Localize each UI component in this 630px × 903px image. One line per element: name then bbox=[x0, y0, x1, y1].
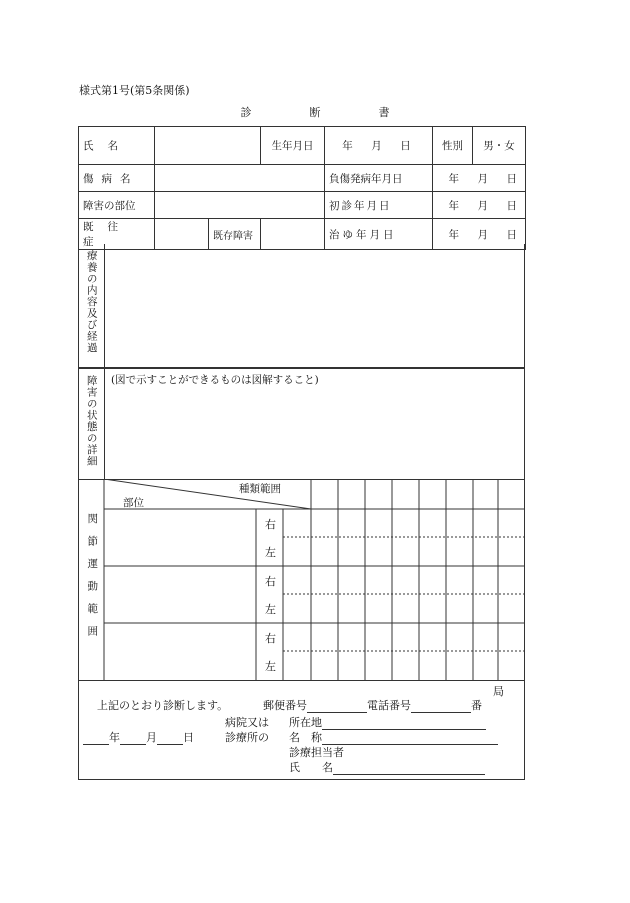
facility-name-field[interactable] bbox=[322, 733, 498, 745]
first-visit-field[interactable]: 年 月 日 bbox=[433, 192, 526, 219]
number-suffix: 番 bbox=[471, 699, 482, 712]
injury-label: 傷病名 bbox=[79, 165, 155, 192]
form-number-label: 様式第1号(第5条関係) bbox=[79, 84, 190, 97]
date-day: 日 bbox=[183, 731, 194, 744]
facility-name-label: 名 称 bbox=[289, 731, 322, 744]
joint-rom-section bbox=[78, 479, 525, 681]
cure-date-field[interactable]: 年 月 日 bbox=[433, 219, 526, 250]
name-field[interactable] bbox=[155, 127, 261, 165]
name-label: 氏名 bbox=[79, 127, 155, 165]
existing-disability-label: 既存障害 bbox=[209, 219, 261, 250]
date-year: 年 bbox=[109, 731, 120, 744]
address-label: 所在地 bbox=[289, 716, 322, 729]
treatment-label: 療養の内容及び経過 bbox=[85, 250, 98, 354]
rom-grid bbox=[78, 479, 525, 681]
patient-info-table bbox=[78, 126, 526, 250]
date-underline-2 bbox=[120, 733, 146, 745]
doctor-name-field[interactable] bbox=[333, 763, 485, 775]
injury-date-label: 負傷発病年月日 bbox=[325, 165, 433, 192]
disability-site-field[interactable] bbox=[155, 192, 325, 219]
hospital-label: 病院又は bbox=[225, 716, 269, 729]
disability-note: (図で示すことができるものは図解すること) bbox=[111, 374, 319, 386]
rom-label: 関節運動範囲 bbox=[86, 513, 99, 648]
first-visit-label: 初診年月日 bbox=[325, 192, 433, 219]
rom-left-3: 左 bbox=[265, 660, 276, 673]
clinic-label: 診療所の bbox=[225, 731, 269, 744]
rom-right-2: 右 bbox=[265, 575, 276, 588]
document-title: 診断書 bbox=[240, 106, 448, 119]
postal-label: 郵便番号 bbox=[263, 699, 307, 712]
date-underline-1 bbox=[83, 733, 109, 745]
history-label: 既往症 bbox=[79, 219, 155, 250]
statement-text: 上記のとおり診断します。 bbox=[97, 699, 229, 712]
phone-field[interactable] bbox=[411, 701, 471, 713]
doctor-name-label: 氏 名 bbox=[289, 761, 333, 774]
cure-date-label: 治ゆ年月日 bbox=[325, 219, 433, 250]
disability-site-label: 障害の部位 bbox=[79, 192, 155, 219]
date-underline-3 bbox=[157, 733, 183, 745]
rom-left-1: 左 bbox=[265, 546, 276, 559]
injury-date-field[interactable]: 年 月 日 bbox=[433, 165, 526, 192]
disability-label: 障害の状態の詳細 bbox=[85, 375, 98, 467]
disability-section[interactable] bbox=[78, 368, 525, 480]
sex-label: 性別 bbox=[433, 127, 473, 165]
injury-field[interactable] bbox=[155, 165, 325, 192]
doctor-label: 診療担当者 bbox=[289, 746, 344, 759]
rom-right-3: 右 bbox=[265, 632, 276, 645]
date-month: 月 bbox=[146, 731, 157, 744]
treatment-section[interactable] bbox=[78, 244, 525, 368]
phone-label: 電話番号 bbox=[367, 699, 411, 712]
dob-label: 生年月日 bbox=[261, 127, 325, 165]
type-range-header: 種類範囲 bbox=[239, 483, 281, 495]
sex-field[interactable]: 男・女 bbox=[473, 127, 526, 165]
signature-section bbox=[78, 680, 525, 780]
rom-right-1: 右 bbox=[265, 518, 276, 531]
postal-field[interactable] bbox=[307, 701, 367, 713]
site-header: 部位 bbox=[123, 497, 144, 509]
bureau-label: 局 bbox=[493, 685, 504, 698]
rom-left-2: 左 bbox=[265, 603, 276, 616]
dob-field[interactable]: 年 月 日 bbox=[325, 127, 433, 165]
